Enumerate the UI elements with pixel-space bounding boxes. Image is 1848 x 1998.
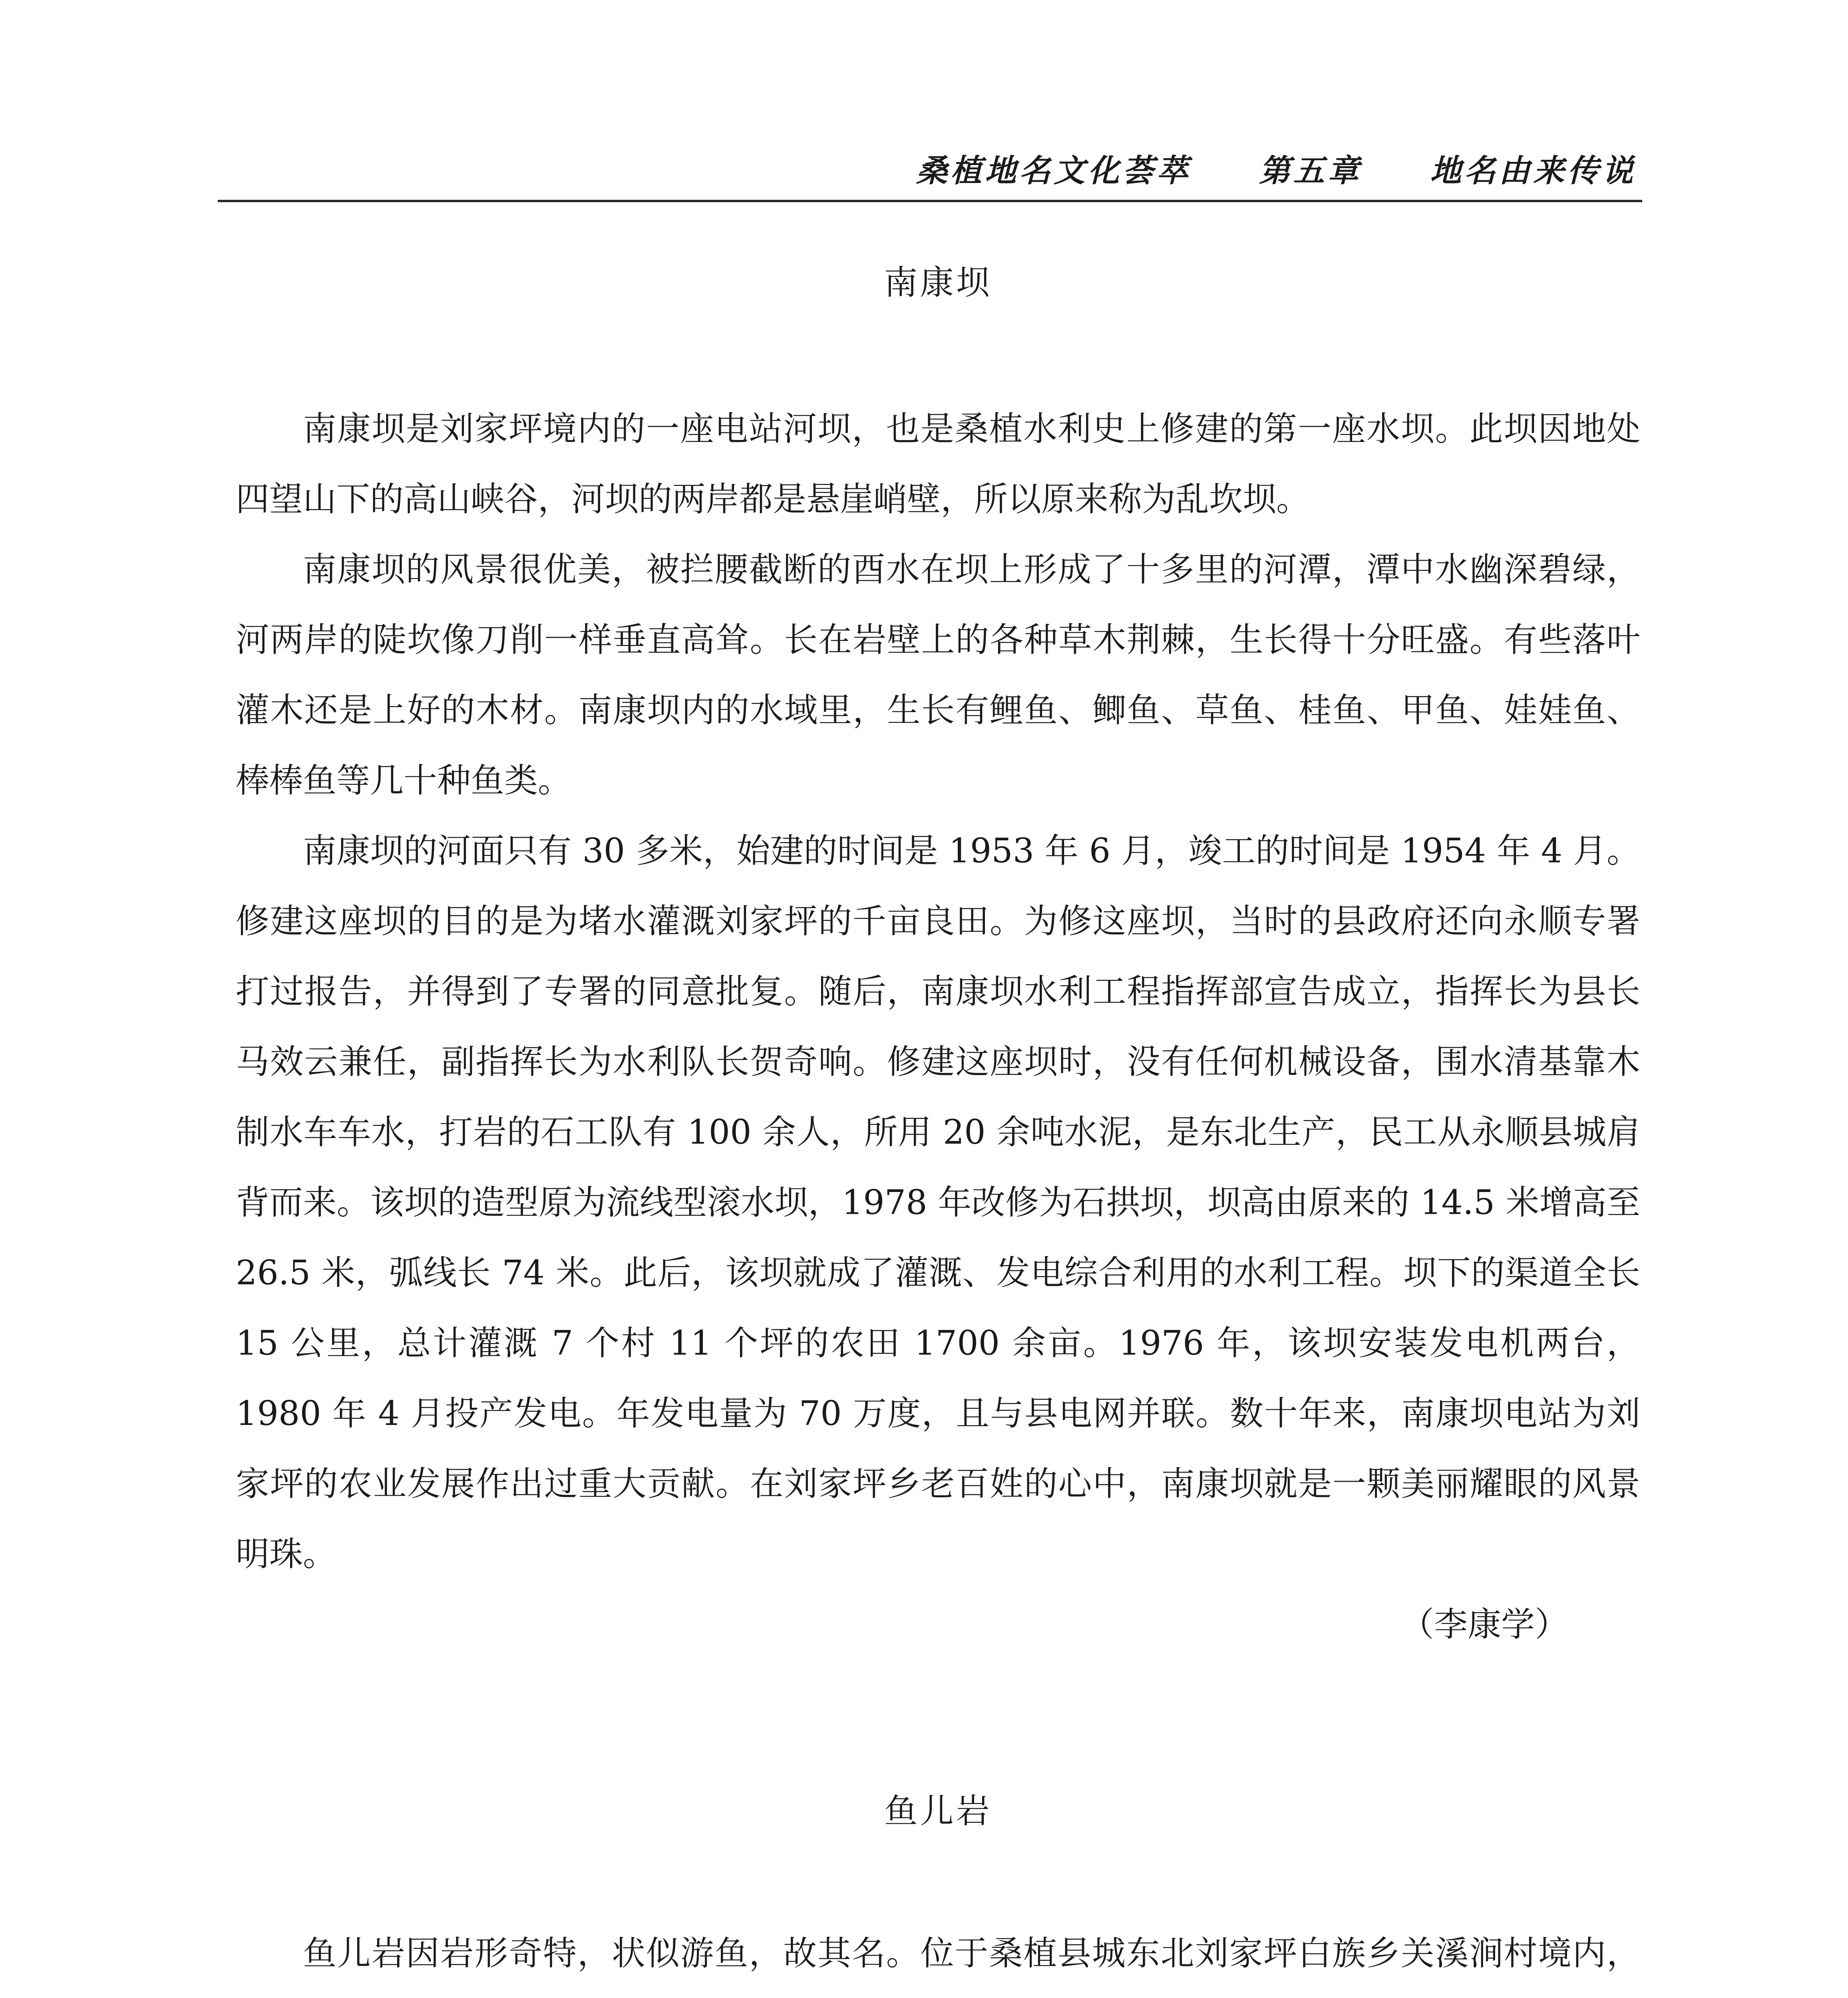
running-header: [916, 146, 1636, 191]
section-nankangba-body: [236, 394, 1640, 1660]
header-section: 地名由来传说: [1430, 153, 1636, 189]
section-nankangba: [236, 256, 1640, 304]
paragraph: 鱼儿岩因岩形奇特，状似游鱼，故其名。位于桑植县城东北刘家坪白族乡关溪涧村境内，: [303, 1934, 1640, 1973]
header-book-title: 桑植地名文化荟萃: [916, 153, 1191, 189]
paragraph: 南康坝的风景很优美，被拦腰截断的酉水在坝上形成了十多里的河潭，潭中水幽深碧绿，河两岸的陡坎像刀削一样垂直高耸。长在岩壁上的各种草木荆棘，生长得十分旺盛。有些落叶灌木还是上好的木材。南康坝内的水域里，生长有鲤鱼、鲫鱼、草鱼、桂鱼、甲鱼、娃娃鱼、棒棒鱼等几十种鱼类。: [236, 550, 1640, 800]
section-yueryan: [236, 1784, 1640, 1833]
header-rule: [218, 200, 1642, 202]
section-title: 鱼儿岩: [884, 1791, 992, 1831]
header-chapter: 第五章: [1259, 153, 1362, 189]
paragraph: 南康坝的河面只有 30 多米，始建的时间是 1953 年 6 月，竣工的时间是 1954 年 4 月。修建这座坝的目的是为堵水灌溉刘家坪的千亩良田。为修这座坝，当时的县政府还向永顺专署打过报告，并得到了专署的同意批复。随后，南康坝水利工程指挥部宣告成立，指挥长为县长马效云兼任，副指挥长为水利队长贺奇响。修建这座坝时，没有任何机械设备，围水清基靠木制水车车水，打岩的石工队有 100 余人，所用 20 余吨水泥，是东北生产，民工从永顺县城肩背而来。该坝的造型原为流线型滚水坝，1978 年改修为石拱坝，坝高由原来的 14.5 米增高至 26.5 米，弧线长 74 米。此后，该坝就成了灌溉、发电综合利用的水利工程。坝下的渠道全长 15 公里，总计灌溉 7 个村 11 个坪的农田 1700 余亩。1976 年，该坝安装发电机两台，1980 年 4 月投产发电。年发电量为 70 万度，且与县电网并联。数十年来，南康坝电站为刘家坪的农业发展作出过重大贡献。在刘家坪乡老百姓的心中，南康坝就是一颗美丽耀眼的风景明珠。: [236, 831, 1640, 1574]
section-yueryan-body: [236, 1918, 1640, 1998]
section-title: 南康坝: [884, 263, 992, 302]
author-credit: （李康学）: [1400, 1605, 1568, 1644]
paragraph: 南康坝是刘家坪境内的一座电站河坝，也是桑植水利史上修建的第一座水坝。此坝因地处四望山下的高山峡谷，河坝的两岸都是悬崖峭壁，所以原来称为乱坎坝。: [236, 409, 1640, 519]
